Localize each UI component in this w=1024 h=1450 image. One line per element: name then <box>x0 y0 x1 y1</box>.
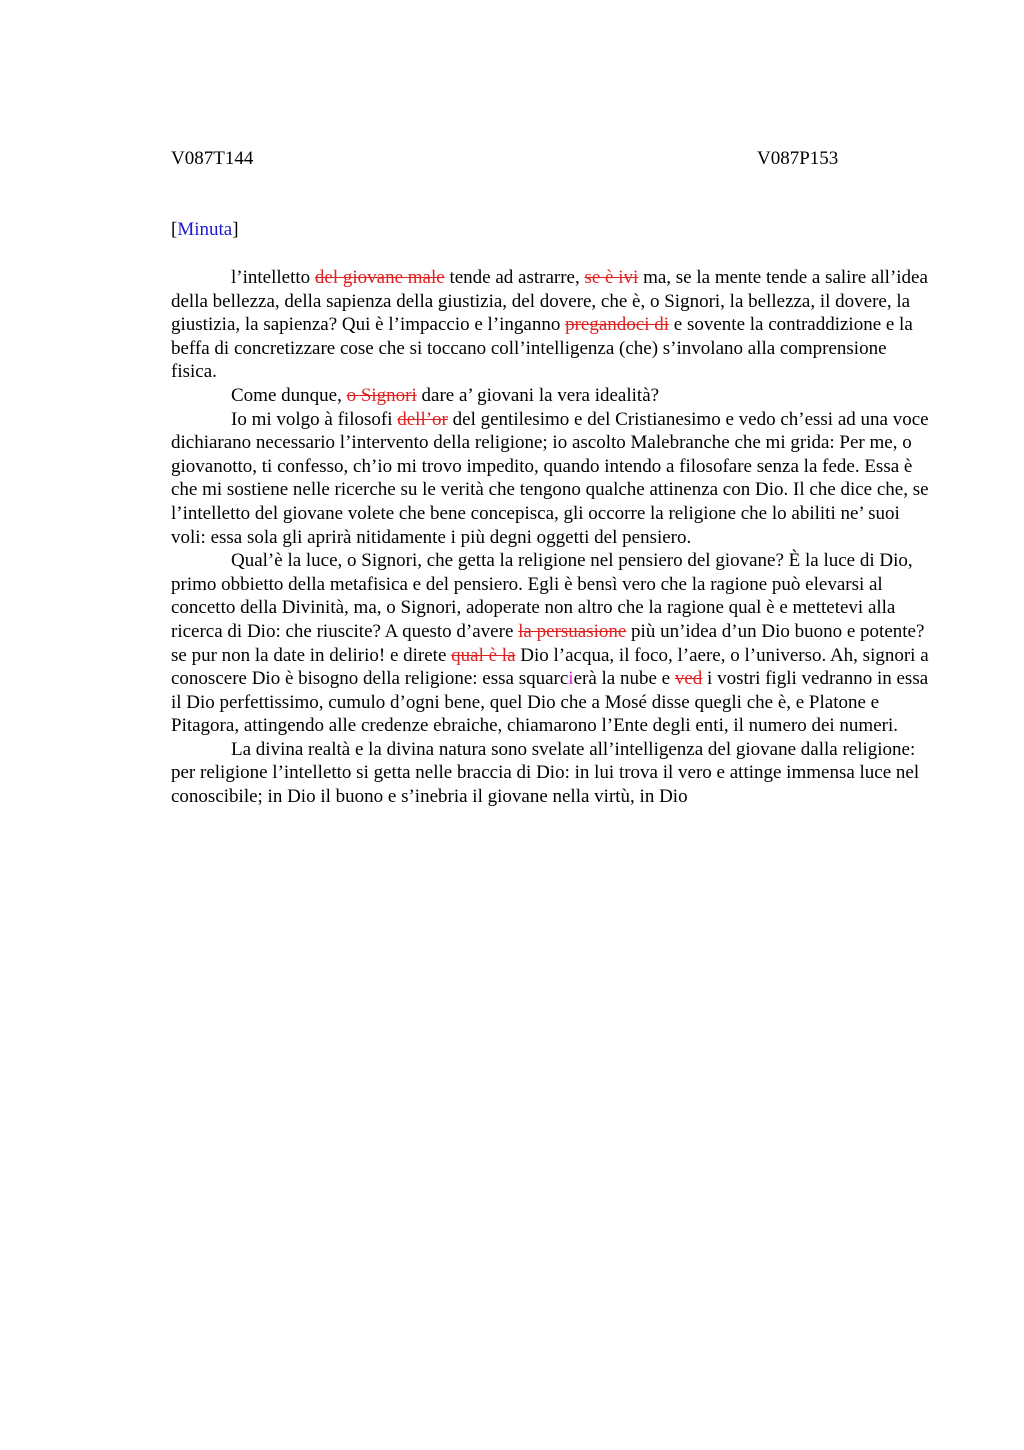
deleted-text: qual è la <box>451 644 516 666</box>
document-code-left: V087T144 <box>171 148 254 169</box>
text-run: tende ad astrarre, <box>444 267 585 288</box>
text-run: i vostri figli vedranno in essa il Dio perfettissimo, cumulo d’ogni bene, quel Dio che a Mosé disse quegli che è, e Platone e Pitagora, attingendo alle credenze ebraiche, chiamarono l’Ente degli enti, il numero dei numeri. <box>171 668 929 737</box>
text-run: Io mi volgo à filosofi <box>231 408 398 430</box>
text-run: e sovente la contraddizione e la beffa di concretizzare cose che si toccano coll’intelligenza (che) s’involano alla comprensione fisica. <box>171 314 913 383</box>
inserted-text: i <box>568 668 574 690</box>
text-run: ma, se la mente tende a salire all’idea della bellezza, della sapienza della giustizia, del dovere, che è, o Signori, la bellezza, il dovere, la giustizia, la sapienza? Qui è l’impaccio e l’inganno <box>171 267 928 336</box>
section-label: Minuta <box>177 219 233 240</box>
deleted-text: ved <box>674 668 703 690</box>
transcription-body <box>171 266 931 809</box>
paragraph <box>171 266 931 384</box>
deleted-text: la persuasione <box>518 620 627 642</box>
text-run: l’intelletto <box>231 267 315 288</box>
close-bracket: ] <box>232 219 239 240</box>
paragraph <box>171 408 931 550</box>
paragraph <box>171 384 931 408</box>
paragraph <box>171 738 931 809</box>
text-run: La divina realtà e la divina natura sono svelate all’intelligenza del giovane dalla religione: per religione l’intelletto si getta nelle braccia di Dio: in lui trova il vero e attinge immensa luce nel conoscibile; in Dio il buono e s’inebria il giovane nella virtù, in Dio <box>171 738 920 808</box>
deleted-text: o Signori <box>346 384 417 406</box>
deleted-text: se è ivi <box>584 267 639 288</box>
deleted-text: pregandoci di <box>565 314 670 336</box>
paragraph <box>171 549 931 738</box>
deleted-text: dell’or <box>397 408 448 430</box>
document-code-right: V087P153 <box>757 148 839 169</box>
deleted-text: del giovane male <box>314 267 445 288</box>
text-run: più un’idea d’un Dio buono e potente? se pur non la date in delirio! e direte <box>171 620 925 666</box>
section-heading <box>171 219 239 241</box>
text-run: erà la nube e <box>573 668 675 690</box>
open-bracket: [ <box>171 219 178 240</box>
text-run: dare a’ giovani la vera idealità? <box>416 384 660 406</box>
text-run: Dio l’acqua, il foco, l’aere, o l’universo. Ah, signori a conoscere Dio è bisogno della religione: essa squarc <box>171 644 929 690</box>
text-run: Come dunque, <box>231 384 347 406</box>
text-run: del gentilesimo e del Cristianesimo e vedo ch’essi ad una voce dichiarano necessario l’intervento della religione; io ascolto Malebranche che mi grida: Per me, o giovanotto, ti confesso, ch’io mi trovo impedito, quando intendo a filosofare senza la fede. Essa è che mi sostiene nelle ricerche su le verità che tengono qualche attinenza con Dio. Il che dice che, se l’intelletto del giovane volete che bene concepisca, gli occorre la religione che lo abiliti ne’ suoi voli: essa sola gli aprirà nitidamente i più degni oggetti del pensiero. <box>171 408 929 548</box>
text-run: Qual’è la luce, o Signori, che getta la religione nel pensiero del giovane? È la luce di Dio, primo obbietto della metafisica e del pensiero. Egli è bensì vero che la ragione può elevarsi al concetto della Divinità, ma, o Signori, adoperate non altro che la ragione qual è e mettetevi alla ricerca di Dio: che riuscite? A questo d’avere <box>171 550 913 642</box>
